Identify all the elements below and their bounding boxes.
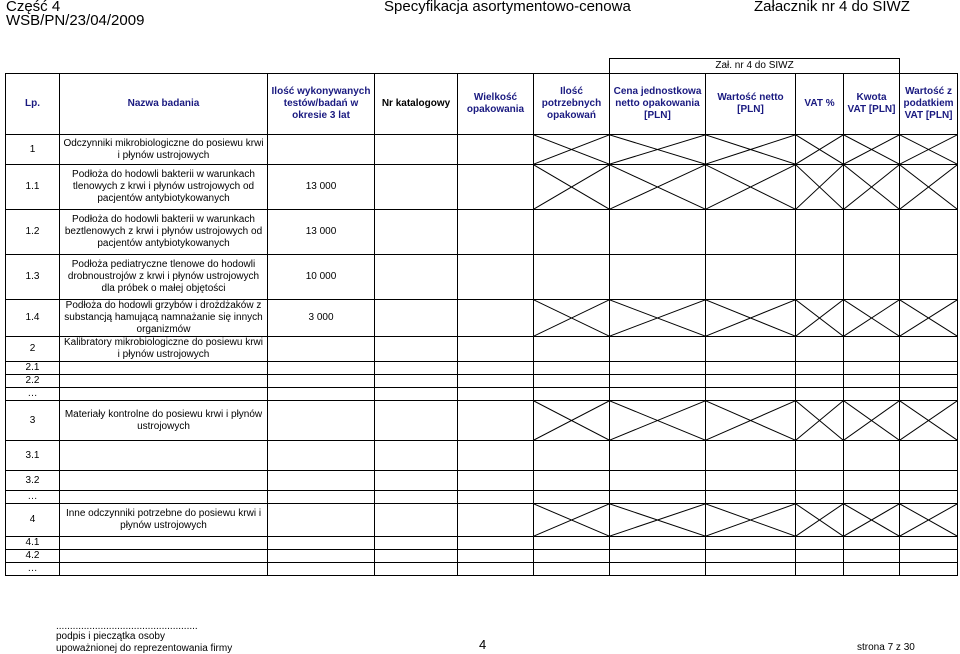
- table-row: [6, 504, 958, 537]
- empty-cell[interactable]: [534, 537, 610, 550]
- empty-cell[interactable]: [610, 563, 706, 576]
- empty-cell[interactable]: [610, 537, 706, 550]
- empty-cell[interactable]: [844, 563, 900, 576]
- cross-mark-icon: [610, 401, 705, 440]
- crossed-cell: [796, 300, 844, 337]
- crossed-cell: [844, 300, 900, 337]
- empty-cell[interactable]: [706, 210, 796, 255]
- empty-cell[interactable]: [534, 255, 610, 300]
- empty-cell[interactable]: [534, 337, 610, 362]
- empty-cell[interactable]: [900, 441, 958, 471]
- cross-mark-icon: [844, 401, 899, 440]
- table-row: [6, 165, 958, 210]
- empty-cell[interactable]: [796, 471, 844, 491]
- empty-cell[interactable]: [706, 362, 796, 375]
- empty-cell[interactable]: [844, 375, 900, 388]
- empty-cell[interactable]: [610, 491, 706, 504]
- empty-cell[interactable]: [375, 255, 458, 300]
- empty-cell[interactable]: [706, 388, 796, 401]
- empty-cell[interactable]: [900, 563, 958, 576]
- row-name: [60, 471, 268, 491]
- cross-mark-icon: [900, 300, 957, 336]
- empty-cell[interactable]: [458, 165, 534, 210]
- row-name: [60, 550, 268, 563]
- cross-mark-icon: [706, 135, 795, 164]
- row-lp: 4.1: [6, 537, 60, 550]
- crossed-cell: [706, 135, 796, 165]
- empty-cell[interactable]: [375, 471, 458, 491]
- empty-cell[interactable]: [534, 471, 610, 491]
- empty-cell[interactable]: [458, 210, 534, 255]
- crossed-cell: [610, 135, 706, 165]
- cross-mark-icon: [534, 135, 609, 164]
- crossed-cell: [844, 135, 900, 165]
- row-name: Podłoża do hodowli bakterii w warunkach beztlenowych z krwi i płynów ustrojowych od pacjentów antybiotykowanych: [60, 210, 268, 255]
- row-lp: …: [6, 491, 60, 504]
- row-lp: 4: [6, 504, 60, 537]
- crossed-cell: [900, 165, 958, 210]
- reference-number: WSB/PN/23/04/2009: [6, 12, 145, 29]
- empty-cell[interactable]: [610, 210, 706, 255]
- empty-cell[interactable]: [844, 550, 900, 563]
- empty-cell[interactable]: [610, 362, 706, 375]
- crossed-cell: [900, 300, 958, 337]
- empty-cell[interactable]: [796, 255, 844, 300]
- empty-cell[interactable]: [844, 255, 900, 300]
- row-lp: 3.2: [6, 471, 60, 491]
- row-name: [60, 362, 268, 375]
- column-header-vat-rate: VAT %: [796, 74, 844, 135]
- cross-mark-icon: [796, 165, 843, 209]
- cross-mark-icon: [900, 165, 957, 209]
- row-tests-count: [268, 337, 375, 362]
- empty-cell[interactable]: [534, 388, 610, 401]
- cross-mark-icon: [534, 401, 609, 440]
- row-lp: 1.4: [6, 300, 60, 337]
- row-lp: 1: [6, 135, 60, 165]
- empty-cell[interactable]: [375, 210, 458, 255]
- signature-label-line2: upoważnionej do reprezentowania firmy: [56, 643, 233, 654]
- empty-cell[interactable]: [796, 210, 844, 255]
- price-specification-table: [5, 58, 958, 576]
- row-lp: …: [6, 388, 60, 401]
- cross-mark-icon: [534, 504, 609, 536]
- empty-cell[interactable]: [900, 337, 958, 362]
- empty-cell[interactable]: [375, 300, 458, 337]
- row-tests-count: [268, 375, 375, 388]
- row-lp: 1.2: [6, 210, 60, 255]
- attachment-title: Załacznik nr 4 do SIWZ: [754, 0, 910, 15]
- empty-cell[interactable]: [375, 550, 458, 563]
- empty-cell[interactable]: [375, 504, 458, 537]
- column-header-vat-amount: Kwota VAT [PLN]: [844, 74, 900, 135]
- row-tests-count: [268, 135, 375, 165]
- crossed-cell: [610, 165, 706, 210]
- row-tests-count: [268, 471, 375, 491]
- empty-cell[interactable]: [706, 255, 796, 300]
- table-row: [6, 491, 958, 504]
- table-row: [6, 537, 958, 550]
- table-row: [6, 300, 958, 337]
- crossed-cell: [900, 135, 958, 165]
- empty-cell[interactable]: [900, 210, 958, 255]
- table-row: [6, 135, 958, 165]
- row-name: Materiały kontrolne do posiewu krwi i płynów ustrojowych: [60, 401, 268, 441]
- empty-cell[interactable]: [458, 504, 534, 537]
- empty-cell[interactable]: [534, 491, 610, 504]
- empty-cell[interactable]: [900, 255, 958, 300]
- empty-cell[interactable]: [844, 491, 900, 504]
- table-row: [6, 441, 958, 471]
- empty-cell[interactable]: [458, 388, 534, 401]
- empty-cell[interactable]: [706, 441, 796, 471]
- empty-cell[interactable]: [610, 255, 706, 300]
- empty-cell[interactable]: [900, 537, 958, 550]
- empty-cell[interactable]: [796, 362, 844, 375]
- empty-cell[interactable]: [706, 471, 796, 491]
- cross-mark-icon: [844, 300, 899, 336]
- crossed-cell: [706, 165, 796, 210]
- column-header-name: Nazwa badania: [60, 74, 268, 135]
- empty-cell[interactable]: [534, 210, 610, 255]
- row-tests-count: 10 000: [268, 255, 375, 300]
- cross-mark-icon: [610, 165, 705, 209]
- row-name: [60, 537, 268, 550]
- crossed-cell: [534, 401, 610, 441]
- row-tests-count: [268, 550, 375, 563]
- row-lp: 4.2: [6, 550, 60, 563]
- empty-cell[interactable]: [375, 337, 458, 362]
- column-header-unit-price: Cena jednostkowa netto opakowania [PLN]: [610, 74, 706, 135]
- row-name: Odczynniki mikrobiologiczne do posiewu krwi i płynów ustrojowych: [60, 135, 268, 165]
- empty-cell[interactable]: [610, 337, 706, 362]
- crossed-cell: [534, 165, 610, 210]
- attachment-label: Zał. nr 4 do SIWZ: [610, 59, 900, 74]
- row-tests-count: 13 000: [268, 165, 375, 210]
- row-name: [60, 388, 268, 401]
- column-header-lp: Lp.: [6, 74, 60, 135]
- row-tests-count: 3 000: [268, 300, 375, 337]
- crossed-cell: [706, 300, 796, 337]
- column-header-packages-needed: Ilość potrzebnych opakowań: [534, 74, 610, 135]
- crossed-cell: [706, 504, 796, 537]
- empty-cell[interactable]: [534, 441, 610, 471]
- table-row: [6, 210, 958, 255]
- empty-cell[interactable]: [900, 491, 958, 504]
- cross-mark-icon: [534, 300, 609, 336]
- empty-cell[interactable]: [458, 550, 534, 563]
- empty-cell[interactable]: [375, 165, 458, 210]
- empty-cell[interactable]: [900, 471, 958, 491]
- cross-mark-icon: [706, 401, 795, 440]
- cross-mark-icon: [900, 135, 957, 164]
- part-label: Część 4: [6, 0, 61, 15]
- empty-cell[interactable]: [375, 362, 458, 375]
- row-name: Podłoża do hodowli bakterii w warunkach tlenowych z krwi i płynów ustrojowych od pacjentów antybiotykowanych: [60, 165, 268, 210]
- part-number: 4: [479, 637, 487, 652]
- empty-cell[interactable]: [844, 537, 900, 550]
- column-header-catalog-number: Nr katalogowy: [375, 74, 458, 135]
- row-tests-count: [268, 362, 375, 375]
- empty-cell[interactable]: [534, 550, 610, 563]
- empty-cell[interactable]: [458, 337, 534, 362]
- row-tests-count: [268, 441, 375, 471]
- cross-mark-icon: [844, 135, 899, 164]
- table-row: [6, 563, 958, 576]
- empty-cell[interactable]: [706, 537, 796, 550]
- row-name: [60, 375, 268, 388]
- page-number: strona 7 z 30: [857, 642, 915, 653]
- empty-cell[interactable]: [844, 210, 900, 255]
- empty-cell[interactable]: [458, 441, 534, 471]
- row-tests-count: [268, 537, 375, 550]
- empty-cell[interactable]: [796, 563, 844, 576]
- crossed-cell: [844, 165, 900, 210]
- empty-cell[interactable]: [458, 362, 534, 375]
- cross-mark-icon: [706, 165, 795, 209]
- crossed-cell: [706, 401, 796, 441]
- empty-cell[interactable]: [610, 375, 706, 388]
- empty-cell[interactable]: [706, 375, 796, 388]
- row-tests-count: [268, 491, 375, 504]
- row-tests-count: [268, 504, 375, 537]
- row-lp: …: [6, 563, 60, 576]
- empty-cell[interactable]: [610, 550, 706, 563]
- column-header-gross-value: Wartość z podatkiem VAT [PLN]: [900, 74, 958, 135]
- empty-cell[interactable]: [375, 401, 458, 441]
- row-name: Podłoża do hodowli grzybów i drożdżaków z substancją hamującą namnażanie się innych organizmów: [60, 300, 268, 337]
- row-name: [60, 491, 268, 504]
- empty-cell[interactable]: [844, 362, 900, 375]
- row-name: [60, 441, 268, 471]
- crossed-cell: [796, 401, 844, 441]
- empty-cell[interactable]: [375, 375, 458, 388]
- empty-cell[interactable]: [458, 255, 534, 300]
- empty-cell[interactable]: [375, 135, 458, 165]
- crossed-cell: [900, 504, 958, 537]
- row-name: Podłoża pediatryczne tlenowe do hodowli drobnoustrojów z krwi i płynów ustrojowych dla próbek o małej objętości: [60, 255, 268, 300]
- empty-cell[interactable]: [458, 300, 534, 337]
- row-lp: 3: [6, 401, 60, 441]
- cross-mark-icon: [900, 401, 957, 440]
- column-header-tests-count: Ilość wykonywanych testów/badań w okresie 3 lat: [268, 74, 375, 135]
- row-name: [60, 563, 268, 576]
- cross-mark-icon: [610, 504, 705, 536]
- empty-cell[interactable]: [375, 563, 458, 576]
- empty-cell[interactable]: [844, 441, 900, 471]
- empty-cell[interactable]: [375, 537, 458, 550]
- cross-mark-icon: [706, 300, 795, 336]
- empty-cell[interactable]: [900, 362, 958, 375]
- empty-cell[interactable]: [844, 471, 900, 491]
- table-row: [6, 375, 958, 388]
- empty-cell[interactable]: [375, 388, 458, 401]
- empty-cell[interactable]: [610, 441, 706, 471]
- empty-cell[interactable]: [844, 337, 900, 362]
- empty-cell[interactable]: [458, 135, 534, 165]
- empty-cell[interactable]: [375, 491, 458, 504]
- signature-dots: ...................................................: [56, 621, 198, 632]
- cross-mark-icon: [796, 300, 843, 336]
- table-row: [6, 388, 958, 401]
- empty-cell[interactable]: [534, 362, 610, 375]
- crossed-cell: [844, 401, 900, 441]
- crossed-cell: [534, 300, 610, 337]
- empty-cell[interactable]: [458, 563, 534, 576]
- cross-mark-icon: [796, 135, 843, 164]
- empty-cell[interactable]: [458, 471, 534, 491]
- table-row: [6, 471, 958, 491]
- cross-mark-icon: [900, 504, 957, 536]
- crossed-cell: [844, 504, 900, 537]
- crossed-cell: [796, 504, 844, 537]
- cross-mark-icon: [844, 165, 899, 209]
- crossed-cell: [796, 135, 844, 165]
- cross-mark-icon: [610, 135, 705, 164]
- empty-cell[interactable]: [900, 550, 958, 563]
- cross-mark-icon: [796, 504, 843, 536]
- empty-cell[interactable]: [844, 388, 900, 401]
- row-lp: 1.1: [6, 165, 60, 210]
- crossed-cell: [534, 135, 610, 165]
- empty-cell[interactable]: [458, 401, 534, 441]
- signature-label-line1: podpis i pieczątka osoby: [56, 631, 165, 642]
- crossed-cell: [610, 401, 706, 441]
- row-tests-count: [268, 388, 375, 401]
- empty-cell[interactable]: [796, 388, 844, 401]
- empty-cell[interactable]: [458, 537, 534, 550]
- column-header-net-value: Wartość netto [PLN]: [706, 74, 796, 135]
- row-tests-count: [268, 563, 375, 576]
- empty-cell[interactable]: [796, 337, 844, 362]
- empty-cell[interactable]: [458, 375, 534, 388]
- row-lp: 2.2: [6, 375, 60, 388]
- cross-mark-icon: [706, 504, 795, 536]
- cross-mark-icon: [796, 401, 843, 440]
- document-title: Specyfikacja asortymentowo-cenowa: [384, 0, 631, 15]
- table-row: [6, 401, 958, 441]
- row-tests-count: 13 000: [268, 210, 375, 255]
- empty-cell[interactable]: [900, 375, 958, 388]
- empty-cell[interactable]: [706, 550, 796, 563]
- row-lp: 3.1: [6, 441, 60, 471]
- empty-cell[interactable]: [796, 550, 844, 563]
- cross-mark-icon: [534, 165, 609, 209]
- crossed-cell: [796, 165, 844, 210]
- crossed-cell: [534, 504, 610, 537]
- column-header-package-size: Wielkość opakowania: [458, 74, 534, 135]
- empty-cell[interactable]: [796, 491, 844, 504]
- empty-cell[interactable]: [796, 537, 844, 550]
- empty-cell[interactable]: [610, 471, 706, 491]
- empty-cell[interactable]: [534, 375, 610, 388]
- table-row: [6, 550, 958, 563]
- empty-cell[interactable]: [706, 563, 796, 576]
- row-name: Kalibratory mikrobiologiczne do posiewu krwi i płynów ustrojowych: [60, 337, 268, 362]
- row-lp: 2: [6, 337, 60, 362]
- cross-mark-icon: [844, 504, 899, 536]
- empty-cell[interactable]: [534, 563, 610, 576]
- empty-cell[interactable]: [706, 491, 796, 504]
- table-row: [6, 362, 958, 375]
- row-lp: 1.3: [6, 255, 60, 300]
- row-name: Inne odczynniki potrzebne do posiewu krwi i płynów ustrojowych: [60, 504, 268, 537]
- table-row: [6, 337, 958, 362]
- empty-cell[interactable]: [796, 375, 844, 388]
- table-header-row: [6, 74, 958, 135]
- cross-mark-icon: [610, 300, 705, 336]
- empty-cell[interactable]: [458, 491, 534, 504]
- crossed-cell: [900, 401, 958, 441]
- crossed-cell: [610, 300, 706, 337]
- row-lp: 2.1: [6, 362, 60, 375]
- empty-cell[interactable]: [375, 441, 458, 471]
- empty-cell[interactable]: [796, 441, 844, 471]
- empty-cell[interactable]: [610, 388, 706, 401]
- empty-cell[interactable]: [900, 388, 958, 401]
- row-tests-count: [268, 401, 375, 441]
- table-row: [6, 255, 958, 300]
- empty-cell[interactable]: [706, 337, 796, 362]
- crossed-cell: [610, 504, 706, 537]
